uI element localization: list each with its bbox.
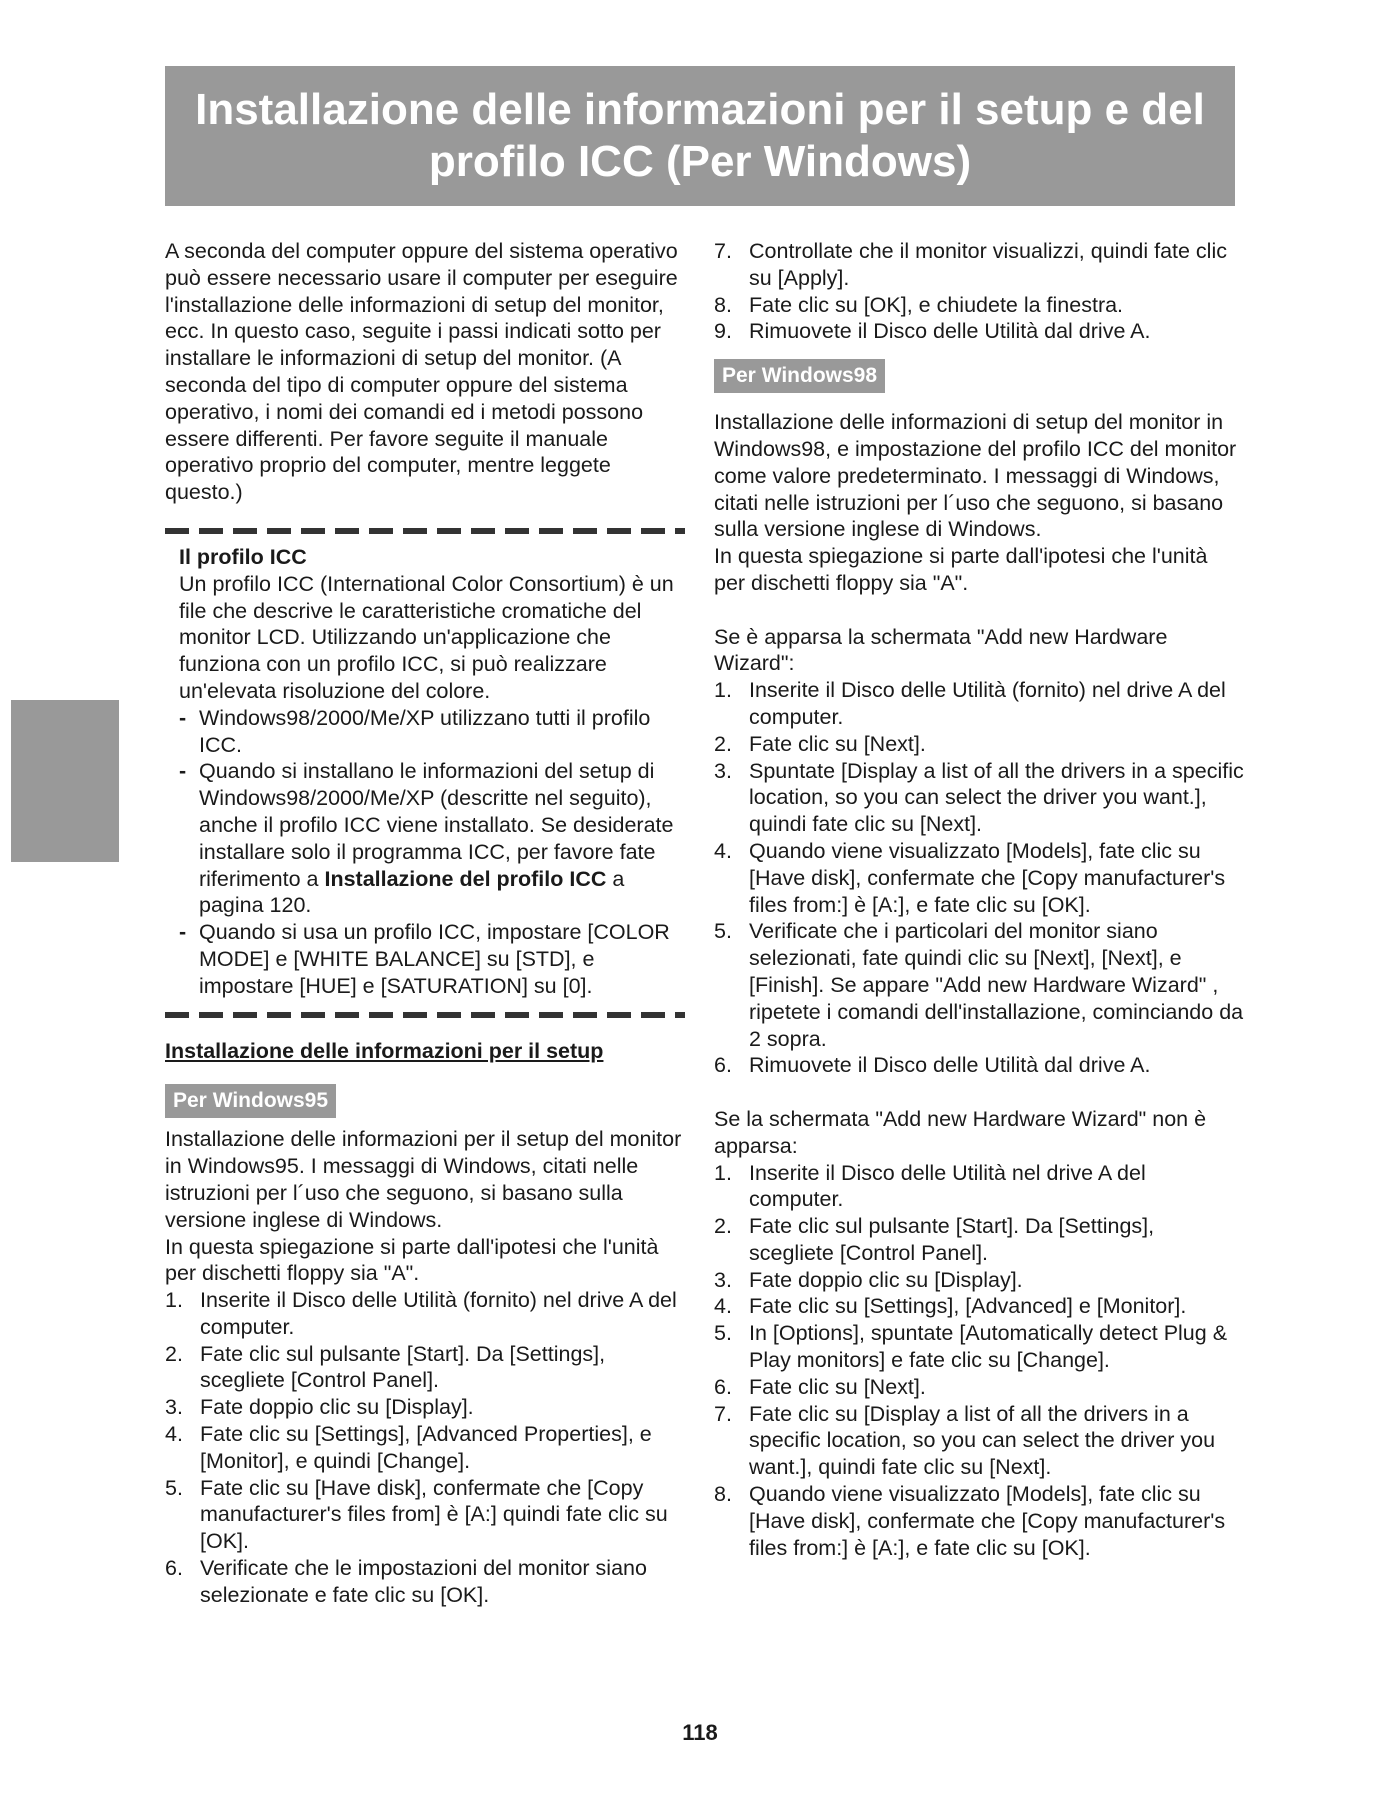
step-text: Spuntate [Display a list of all the drivers in a specific location, so you can select the driver you want.], quindi fate clic su [Next].: [749, 758, 1244, 837]
win95-step: [165, 1421, 685, 1475]
step-number: 5.: [714, 1321, 732, 1346]
step-text: Quando viene visualizzato [Models], fate clic su [Have disk], confermate che [Copy manufacturer's files from:] è [A:], e fate clic su [OK].: [749, 838, 1226, 917]
step-text: Fate clic su [Next].: [749, 1374, 926, 1399]
side-tab-marker: [11, 700, 119, 862]
step-number: 4.: [714, 1294, 732, 1319]
step-number: 5.: [714, 919, 732, 944]
step-number: 4.: [714, 838, 732, 863]
win98-case1-intro: Se è apparsa la schermata "Add new Hardware Wizard":: [714, 624, 1168, 676]
spacer: [714, 1079, 1244, 1106]
setup-section-heading: Installazione delle informazioni per il setup: [165, 1038, 604, 1063]
icc-info-box: [165, 544, 685, 1000]
win95-steps-list: [165, 1287, 685, 1609]
step-number: 8.: [714, 1482, 732, 1507]
step-number: 2.: [714, 731, 732, 756]
win98-step: [714, 1320, 1244, 1374]
icc-bullet-text: Quando si usa un profilo ICC, impostare [COLOR MODE] e [WHITE BALANCE] su [STD], e impostare [HUE] e [SATURATION] su [0].: [199, 920, 670, 998]
win98-intro: Installazione delle informazioni di setup del monitor in Windows98, e impostazione del profilo ICC del monitor come valore predeterminato. I messaggi di Windows, citati nelle istruzioni per l´uso che seguono, si basano sulla versione inglese di Windows.: [714, 410, 1237, 542]
step-text: Fate clic su [Settings], [Advanced] e [Monitor].: [749, 1294, 1187, 1319]
win98-case2-intro: Se la schermata "Add new Hardware Wizard" non è apparsa:: [714, 1106, 1207, 1158]
win95-step: [165, 1555, 685, 1609]
step-number: 3.: [165, 1395, 183, 1420]
step-text: Quando viene visualizzato [Models], fate clic su [Have disk], confermate che [Copy manufacturer's files from:] è [A:], e fate clic su [OK].: [749, 1482, 1226, 1560]
win98-step: [714, 1293, 1244, 1320]
step-text: Fate clic su [Next].: [749, 731, 926, 756]
icc-box-body: Un profilo ICC (International Color Consortium) è un file che descrive le caratteristiche cromatiche del monitor LCD. Utilizzando un'applicazione che funziona con un profilo ICC, si può realizzare un'elevata risoluzione del colore.: [179, 571, 674, 703]
intro-paragraph: A seconda del computer oppure del sistema operativo può essere necessario usare il computer per eseguire l'installazione delle informazioni di setup del monitor, ecc. In questo caso, seguite i passi indicati sotto per installare le informazioni di setup del monitor. (A seconda del tipo di computer oppure del sistema operativo, i nomi dei comandi ed i metodi possono essere differenti. Per favore seguite il manuale operativo proprio del computer, mentre leggete questo.): [165, 239, 678, 505]
icc-reference-bold: Installazione del profilo ICC: [324, 866, 607, 891]
win95-step: [714, 238, 1244, 292]
win98-step: [714, 1052, 1244, 1079]
win95-step: [714, 318, 1244, 345]
step-number: 1.: [714, 1160, 732, 1185]
step-number: 7.: [714, 239, 732, 263]
step-text: Fate clic sul pulsante [Start]. Da [Settings], scegliete [Control Panel].: [200, 1341, 606, 1393]
win98-step: [714, 1160, 1244, 1214]
step-text: Fate clic su [Settings], [Advanced Properties], e [Monitor], e quindi [Change].: [200, 1422, 652, 1473]
icc-bullet: [179, 705, 685, 759]
icc-bullet-list: [179, 705, 685, 1000]
step-text: Fate clic su [Display a list of all the drivers in a specific location, so you can select the driver you want.], quindi fate clic su [Next].: [749, 1401, 1216, 1480]
dashed-divider-top: [165, 528, 685, 534]
step-number: 6.: [714, 1374, 732, 1399]
step-number: 6.: [165, 1556, 183, 1581]
step-text: Rimuovete il Disco delle Utilità dal drive A.: [749, 1053, 1151, 1078]
step-number: 1.: [165, 1288, 183, 1313]
win95-steps-list-continued: [714, 238, 1244, 345]
win98-step: [714, 731, 1244, 758]
win95-label-wrap: [165, 1084, 685, 1126]
page-title: Installazione delle informazioni per il setup e del profilo ICC (Per Windows): [195, 85, 1205, 186]
win95-label: Per Windows95: [165, 1084, 336, 1118]
win98-step: [714, 918, 1244, 1052]
step-text: Inserite il Disco delle Utilità (fornito) nel drive A del computer.: [200, 1288, 677, 1339]
icc-bullet-text: Quando si installano le informazioni del setup di Windows98/2000/Me/XP (descritte nel seguito), anche il profilo ICC viene installato. Se desiderate installare solo il programma ICC, per favore fate riferimento a: [199, 759, 674, 891]
step-text: Inserite il Disco delle Utilità nel drive A del computer.: [749, 1160, 1146, 1212]
step-number: 7.: [714, 1401, 732, 1426]
step-number: 8.: [714, 292, 732, 317]
win98-label: Per Windows98: [714, 359, 885, 393]
win98-label-wrap: [714, 359, 1244, 401]
win98-step: [714, 1374, 1244, 1401]
step-text: Fate clic su [Have disk], confermate che [Copy manufacturer's files from] è [A:] quindi fate clic su [OK].: [200, 1475, 668, 1554]
win98-case1-steps: [714, 677, 1244, 1079]
step-text: Inserite il Disco delle Utilità (fornito) nel drive A del computer.: [749, 678, 1226, 729]
step-number: 9.: [714, 319, 732, 344]
step-number: 5.: [165, 1475, 183, 1500]
step-text: Fate clic sul pulsante [Start]. Da [Settings], scegliete [Control Panel].: [749, 1214, 1155, 1265]
step-number: 6.: [714, 1053, 732, 1078]
win95-step: [165, 1287, 685, 1341]
step-text: Controllate che il monitor visualizzi, quindi fate clic su [Apply].: [749, 239, 1227, 290]
win98-intro-floppy: In questa spiegazione si parte dall'ipotesi che l'unità per dischetti floppy sia "A".: [714, 544, 1208, 595]
step-text: Fate doppio clic su [Display].: [200, 1395, 474, 1420]
icc-bullet: [179, 919, 685, 999]
win95-step: [165, 1475, 685, 1555]
win98-step: [714, 838, 1244, 918]
step-text: Verificate che le impostazioni del monitor siano selezionate e fate clic su [OK].: [200, 1556, 647, 1607]
icc-bullet: [179, 758, 685, 919]
step-number: 3.: [714, 1267, 732, 1292]
left-column: [165, 238, 685, 1609]
win98-step: [714, 1481, 1244, 1561]
win95-intro-floppy: In questa spiegazione si parte dall'ipotesi che l'unità per dischetti floppy sia "A".: [165, 1234, 659, 1286]
step-text: In [Options], spuntate [Automatically detect Plug & Play monitors] e fate clic su [Change].: [749, 1321, 1228, 1373]
icc-box-heading: Il profilo ICC: [179, 544, 307, 569]
icc-bullet-text: Windows98/2000/Me/XP utilizzano tutti il profilo ICC.: [199, 705, 651, 757]
step-number: 1.: [714, 678, 732, 703]
step-number: 4.: [165, 1422, 183, 1447]
dashed-divider-bottom: [165, 1012, 685, 1018]
icc-bullet-text-end: a pagina 120.: [199, 866, 625, 918]
win98-step: [714, 677, 1244, 731]
spacer: [714, 597, 1244, 624]
win95-step: [165, 1394, 685, 1421]
right-column: [714, 238, 1244, 1561]
step-number: 3.: [714, 758, 732, 783]
win98-step: [714, 1213, 1244, 1267]
win95-intro: Installazione delle informazioni per il setup del monitor in Windows95. I messaggi di Windows, citati nelle istruzioni per l´uso che seguono, si basano sulla versione inglese di Windows.: [165, 1127, 682, 1232]
step-text: Fate clic su [OK], e chiudete la finestra.: [749, 292, 1124, 317]
win98-case2-steps: [714, 1160, 1244, 1562]
step-text: Fate doppio clic su [Display].: [749, 1267, 1023, 1292]
step-text: Rimuovete il Disco delle Utilità dal drive A.: [749, 319, 1151, 344]
step-number: 2.: [714, 1214, 732, 1239]
win98-step: [714, 758, 1244, 838]
step-number: 2.: [165, 1341, 183, 1366]
page-number: 118: [682, 1720, 718, 1745]
win95-step: [165, 1341, 685, 1395]
title-banner: [165, 66, 1235, 206]
win95-step: [714, 292, 1244, 319]
win98-step: [714, 1401, 1244, 1481]
step-text: Verificate che i particolari del monitor siano selezionati, fate quindi clic su [Next], [Next], e [Finish]. Se appare "Add new Hardware Wizard" , ripetete i comandi dell'installazione, cominciando da 2 sopra.: [749, 919, 1244, 1051]
win98-step: [714, 1267, 1244, 1294]
